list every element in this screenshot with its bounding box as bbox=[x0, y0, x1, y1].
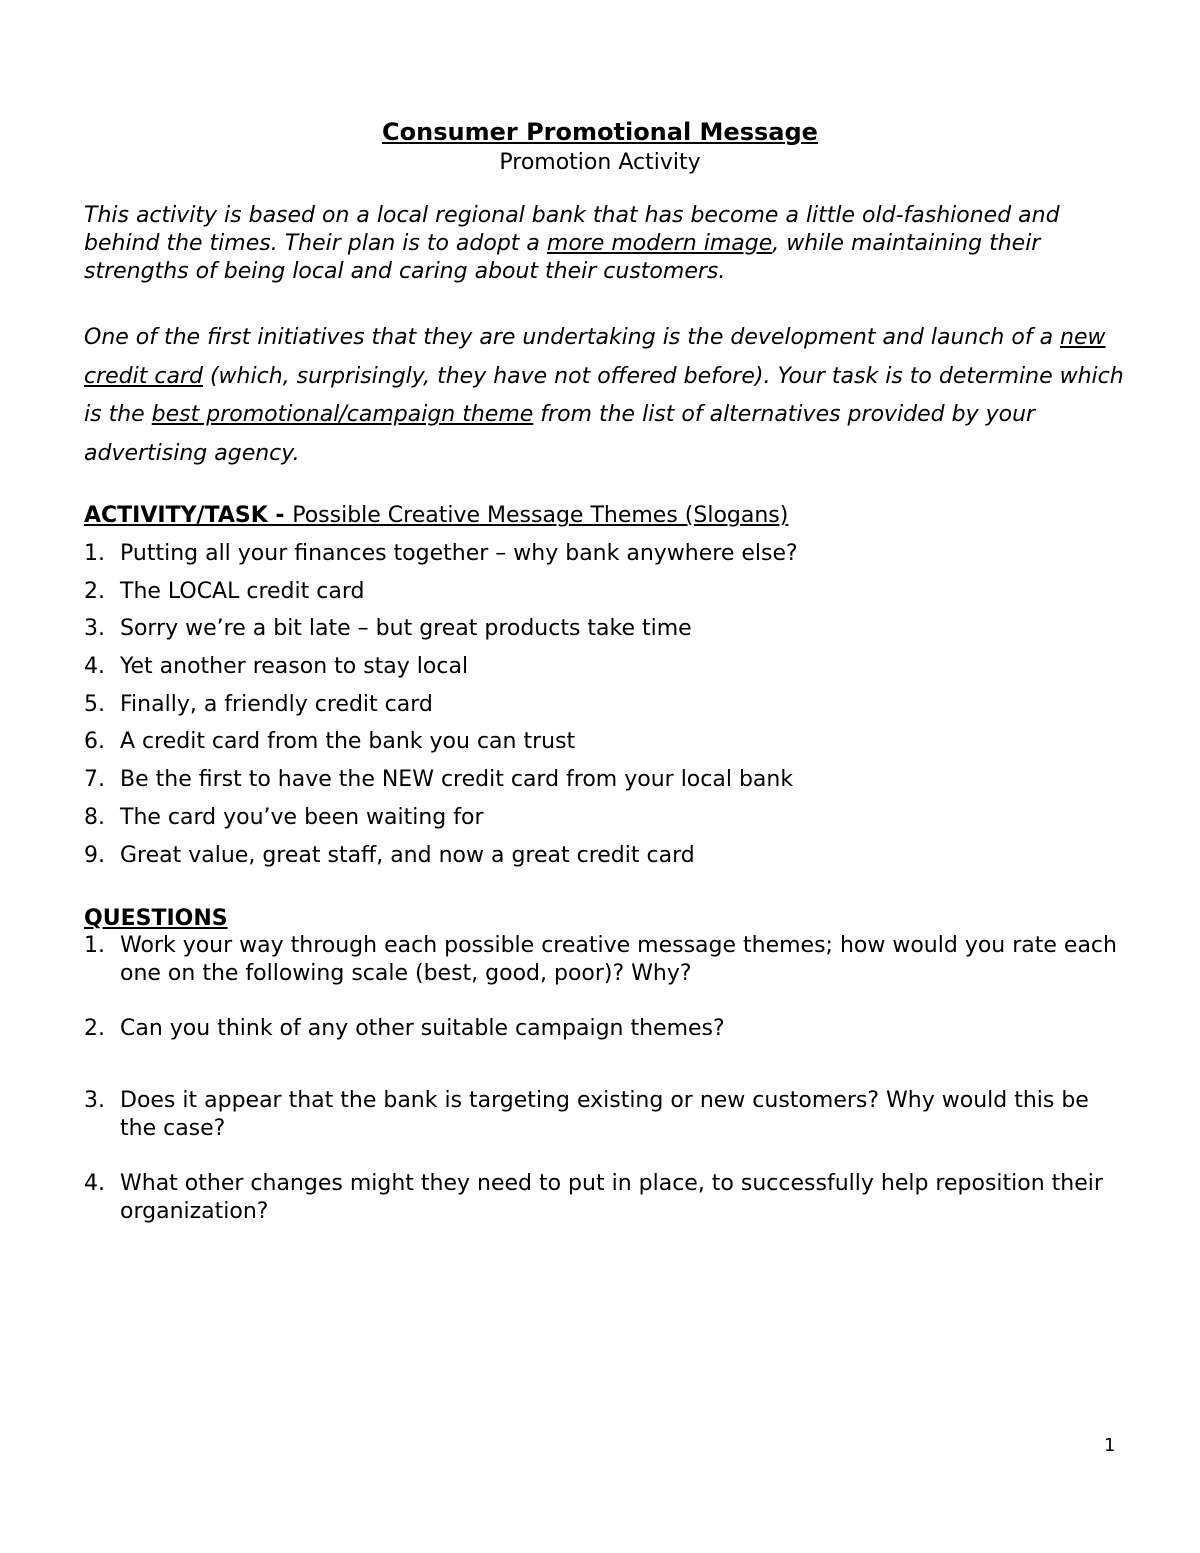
page-title-text: Consumer Promotional Message bbox=[382, 118, 818, 146]
question-number: 4. bbox=[84, 1171, 105, 1196]
activity-heading bbox=[84, 501, 788, 531]
question-text: Work your way through each possible creative message themes; how would you rate each one on the following scale (best, good, poor)? Why? bbox=[120, 933, 1117, 986]
list-item-text: Sorry we’re a bit late – but great products take time bbox=[120, 616, 692, 642]
list-item bbox=[84, 837, 798, 875]
list-item-number: 3. bbox=[84, 616, 105, 642]
list-item-text: Great value, great staff, and now a great credit card bbox=[120, 842, 695, 868]
list-item-text: The card you’ve been waiting for bbox=[120, 804, 484, 830]
question-item bbox=[84, 932, 1124, 988]
list-item bbox=[84, 686, 798, 724]
questions-heading: QUESTIONS bbox=[84, 906, 228, 931]
list-item-text: Yet another reason to stay local bbox=[120, 654, 469, 680]
page-number: 1 bbox=[1104, 1435, 1116, 1456]
list-item-text: A credit card from the bank you can trust bbox=[120, 729, 576, 755]
intro-text-1: This activity is based on a local regional bank that has become a little old-fashioned and behind the times. Their plan is to adopt a bbox=[84, 203, 1060, 256]
slogan-list bbox=[84, 535, 798, 874]
list-item-number: 7. bbox=[84, 767, 105, 793]
list-item-number: 6. bbox=[84, 729, 105, 755]
task-text-c: from the list of alternatives provided by your advertising agency. bbox=[84, 402, 1036, 466]
activity-heading-rest: Possible Creative Message Themes (Slogans) bbox=[292, 503, 789, 528]
list-item bbox=[84, 648, 798, 686]
list-item bbox=[84, 761, 798, 799]
activity-heading-bold: ACTIVITY/TASK - bbox=[84, 503, 293, 528]
list-item-text: Be the first to have the NEW credit card from your local bank bbox=[120, 767, 794, 793]
list-item-number: 9. bbox=[84, 842, 105, 868]
task-paragraph bbox=[84, 319, 1124, 473]
task-text-a: One of the first initiatives that they are undertaking is the development and launch of a bbox=[84, 325, 1061, 350]
question-text: What other changes might they need to put in place, to successfully help reposition their organization? bbox=[120, 1171, 1103, 1224]
list-item-number: 1. bbox=[84, 541, 105, 566]
question-item bbox=[84, 1015, 1124, 1043]
question-text: Can you think of any other suitable campaign themes? bbox=[120, 1016, 725, 1041]
list-item-text: Putting all your finances together – why bank anywhere else? bbox=[120, 541, 798, 566]
question-number: 2. bbox=[84, 1016, 105, 1041]
intro-text-1-end: , while maintaining their strengths of being local and caring about their customers. bbox=[84, 231, 1041, 284]
page-subtitle: Promotion Activity bbox=[499, 150, 701, 175]
question-item bbox=[84, 1170, 1124, 1226]
intro-emphasis-modern-image: more modern image bbox=[546, 231, 773, 256]
list-item bbox=[84, 573, 798, 611]
list-item-text: Finally, a friendly credit card bbox=[120, 691, 433, 717]
task-text-b: (which, surprisingly, they have not offered before). Your task is to determine which is the bbox=[84, 363, 1124, 427]
question-item bbox=[84, 1087, 1124, 1143]
list-item-number: 2. bbox=[84, 578, 105, 604]
task-emphasis-theme: best promotional/campaign theme bbox=[151, 402, 534, 427]
list-item bbox=[84, 535, 798, 573]
task-emphasis-credit-card: new credit card bbox=[84, 325, 1106, 389]
list-item-number: 8. bbox=[84, 804, 105, 830]
question-number: 3. bbox=[84, 1088, 105, 1113]
question-number: 1. bbox=[84, 933, 105, 958]
list-item bbox=[84, 723, 798, 761]
list-item-number: 5. bbox=[84, 691, 105, 717]
list-item bbox=[84, 610, 798, 648]
question-text: Does it appear that the bank is targeting existing or new customers? Why would this be the case? bbox=[120, 1088, 1089, 1141]
list-item-text: The LOCAL credit card bbox=[120, 578, 365, 604]
list-item bbox=[84, 799, 798, 837]
list-item-number: 4. bbox=[84, 654, 105, 680]
page-title bbox=[0, 116, 1200, 148]
intro-paragraph bbox=[84, 202, 1124, 286]
